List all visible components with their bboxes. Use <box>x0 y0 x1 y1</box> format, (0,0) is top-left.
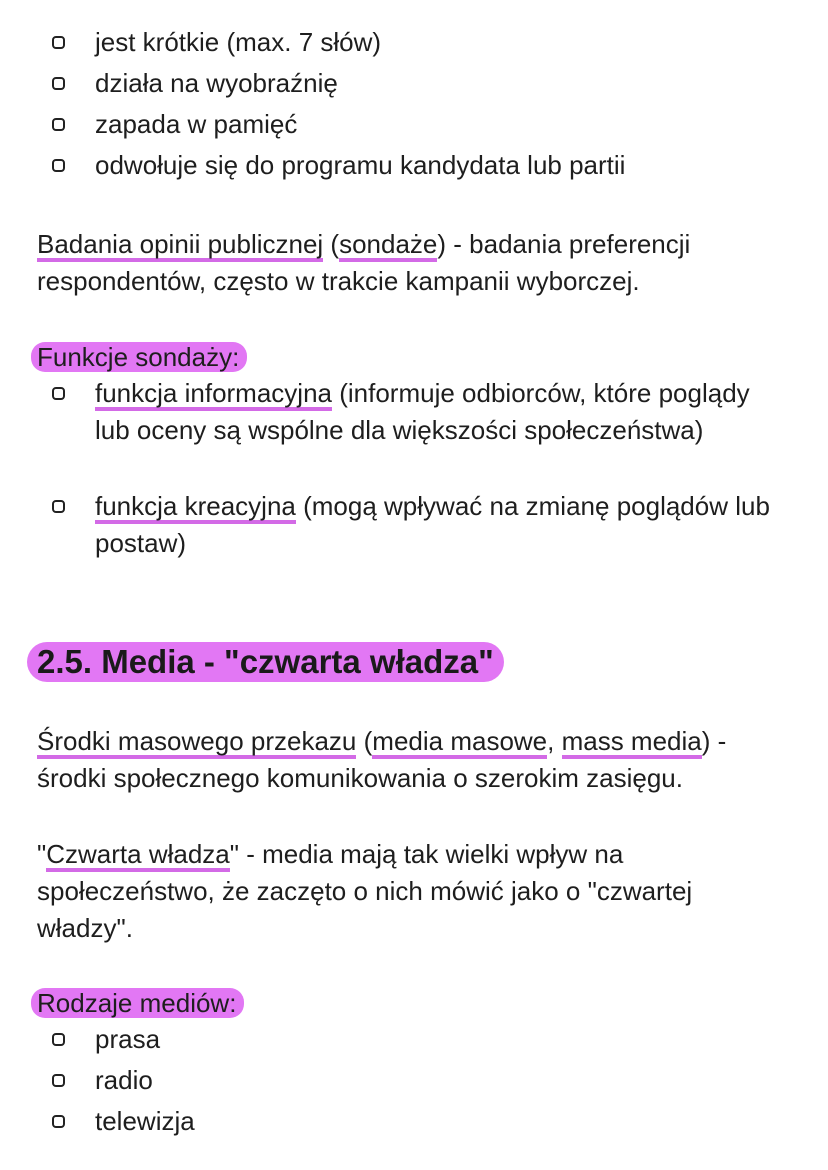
list-item-text: zapada w pamięć <box>95 109 298 139</box>
list-item-text: działa na wyobraźnię <box>95 68 338 98</box>
bullet-icon <box>52 500 65 513</box>
function-term: funkcja kreacyjna <box>95 493 296 524</box>
fourth-power-definition-text: " - media mają tak wielki wpływ na społeczeństwo, że zaczęto o nich mówić jako o "czwartej władzy". <box>37 839 693 943</box>
list-item <box>52 147 775 184</box>
list-item-text: funkcja informacyjna (informuje odbiorców, które poglądy lub oceny są wspólne dla większości społeczeństwa) <box>95 378 750 445</box>
mass-media-alt-term: media masowe <box>372 728 547 759</box>
bullet-icon <box>52 1074 65 1087</box>
mass-media-definition: Środki masowego przekazu (media masowe, mass media) - środki społecznego komunikowania o szerokim zasięgu. <box>37 726 727 793</box>
list-item-text: jest krótkie (max. 7 słów) <box>95 27 382 57</box>
list-item <box>52 1021 775 1058</box>
mass-media-alt-term: mass media <box>562 728 702 759</box>
bullet-icon <box>52 118 65 131</box>
media-types-title: Rodzaje mediów: <box>37 985 244 1022</box>
fourth-power-term: Czwarta władza <box>46 841 230 872</box>
polls-alt-term: sondaże <box>339 231 437 262</box>
list-item <box>52 375 775 449</box>
list-item <box>52 65 775 102</box>
bullet-icon <box>52 1115 65 1128</box>
list-item <box>52 106 775 143</box>
mass-media-term: Środki masowego przekazu <box>37 728 356 759</box>
bullet-icon <box>52 159 65 172</box>
polls-definition: Badania opinii publicznej (sondaże) - badania preferencji respondentów, często w trakcie kampanii wyborczej. <box>37 229 691 296</box>
bullet-icon <box>52 36 65 49</box>
bullet-icon <box>52 387 65 400</box>
function-term: funkcja informacyjna <box>95 380 332 411</box>
bullet-icon <box>52 77 65 90</box>
polls-term: Badania opinii publicznej <box>37 231 323 262</box>
polls-definition-text: ) - badania preferencji respondentów, często w trakcie kampanii wyborczej. <box>37 229 691 296</box>
list-item-text: odwołuje się do programu kandydata lub partii <box>95 150 626 180</box>
list-item <box>52 1062 775 1099</box>
list-item-text: radio <box>95 1065 153 1095</box>
poll-functions-title: Funkcje sondaży: <box>37 339 247 376</box>
mass-media-definition-text: ) - środki społecznego komunikowania o szerokim zasięgu. <box>37 726 727 793</box>
bullet-icon <box>52 1033 65 1046</box>
list-item-text: funkcja kreacyjna (mogą wpływać na zmianę poglądów lub postaw) <box>95 491 770 558</box>
section-heading: 2.5. Media - "czwarta władza" <box>27 642 504 682</box>
list-item-text: telewizja <box>95 1106 195 1136</box>
list-item <box>52 24 775 61</box>
list-item-text: prasa <box>95 1024 161 1054</box>
fourth-power-definition: "Czwarta władza" - media mają tak wielki wpływ na społeczeństwo, że zaczęto o nich mówić jako o "czwartej władzy". <box>37 839 693 943</box>
list-item <box>52 488 775 562</box>
list-item <box>52 1103 775 1140</box>
